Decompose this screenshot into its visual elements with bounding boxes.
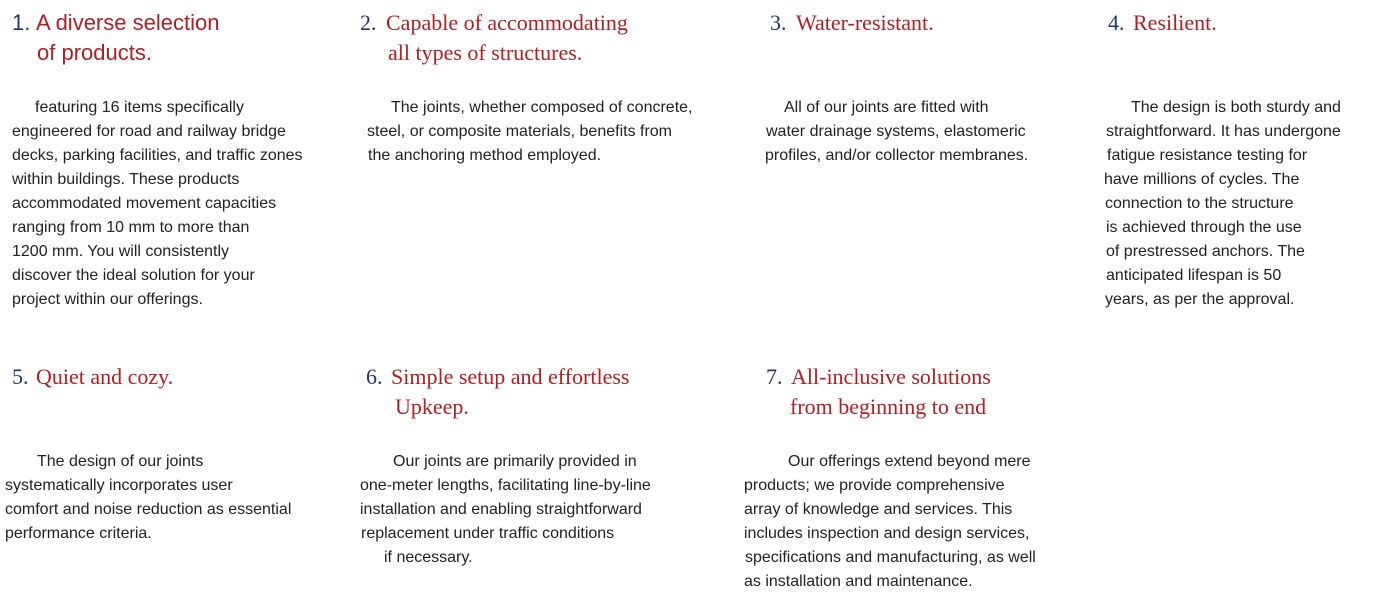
feature-title-line: Water-resistant. [796, 10, 934, 35]
description-line: products; we provide comprehensive [744, 477, 1005, 494]
feature-title-line: A diverse selection [36, 10, 220, 35]
description-line: steel, or composite materials, benefits from [367, 123, 673, 140]
feature-title-line: of products. [37, 40, 152, 65]
description-line: within buildings. These products [12, 171, 240, 188]
feature-number: 7. [766, 364, 783, 389]
description-line: systematically incorporates user [5, 477, 233, 494]
description-line: water drainage systems, elastomeric [766, 123, 1026, 140]
description-line: accommodated movement capacities [12, 195, 277, 212]
description-line: years, as per the approval. [1105, 291, 1295, 308]
feature-number: 5. [12, 364, 29, 389]
feature-title-line: Simple setup and effortless [391, 364, 630, 389]
description-line: fatigue resistance testing for [1107, 147, 1308, 164]
description-line: The joints, whether composed of concrete, [391, 99, 693, 116]
description-line: of prestressed anchors. The [1106, 243, 1305, 260]
description-line: Our offerings extend beyond mere [788, 453, 1031, 470]
feature-number: 4. [1108, 10, 1125, 35]
description-line: replacement under traffic conditions [361, 525, 615, 542]
feature-title-line: Upkeep. [395, 394, 469, 419]
description-line: project within our offerings. [12, 291, 203, 308]
description-line: anticipated lifespan is 50 [1106, 267, 1282, 284]
description-line: 1200 mm. You will consistently [12, 243, 229, 260]
description-line: engineered for road and railway bridge [12, 123, 286, 140]
description-line: is achieved through the use [1106, 219, 1302, 236]
description-line: The design of our joints [37, 453, 204, 470]
description-line: the anchoring method employed. [368, 147, 602, 164]
feature-number: 1. [12, 10, 31, 35]
description-line: have millions of cycles. The [1104, 171, 1300, 188]
feature-number: 6. [366, 364, 383, 389]
description-line: one-meter lengths, facilitating line-by-line [360, 477, 651, 494]
description-line: ranging from 10 mm to more than [12, 219, 250, 236]
feature-title-line: Quiet and cozy. [36, 364, 174, 389]
description-line: decks, parking facilities, and traffic zones [12, 147, 303, 164]
description-line: profiles, and/or collector membranes. [765, 147, 1029, 164]
description-line: All of our joints are fitted with [784, 99, 989, 116]
description-line: straightforward. It has undergone [1106, 123, 1341, 140]
description-line: connection to the structure [1105, 195, 1294, 212]
feature-number: 3. [770, 10, 787, 35]
description-line: if necessary. [384, 549, 473, 566]
description-line: includes inspection and design services, [744, 525, 1030, 542]
feature-title-line: All-inclusive solutions [791, 364, 991, 389]
description-line: The design is both sturdy and [1131, 99, 1341, 116]
feature-title-line: Resilient. [1133, 10, 1217, 35]
feature-number: 2. [360, 10, 377, 35]
description-line: performance criteria. [5, 525, 152, 542]
description-line: featuring 16 items specifically [35, 99, 244, 116]
description-line: installation and enabling straightforward [360, 501, 642, 518]
feature-title-line: from beginning to end [790, 394, 987, 419]
description-line: Our joints are primarily provided in [393, 453, 637, 470]
description-line: array of knowledge and services. This [744, 501, 1013, 518]
description-line: discover the ideal solution for your [12, 267, 255, 284]
feature-title-line: all types of structures. [388, 40, 583, 65]
description-line: comfort and noise reduction as essential [5, 501, 292, 518]
description-line: as installation and maintenance. [744, 573, 973, 590]
feature-title-line: Capable of accommodating [386, 10, 628, 35]
description-line: specifications and manufacturing, as well [745, 549, 1036, 566]
